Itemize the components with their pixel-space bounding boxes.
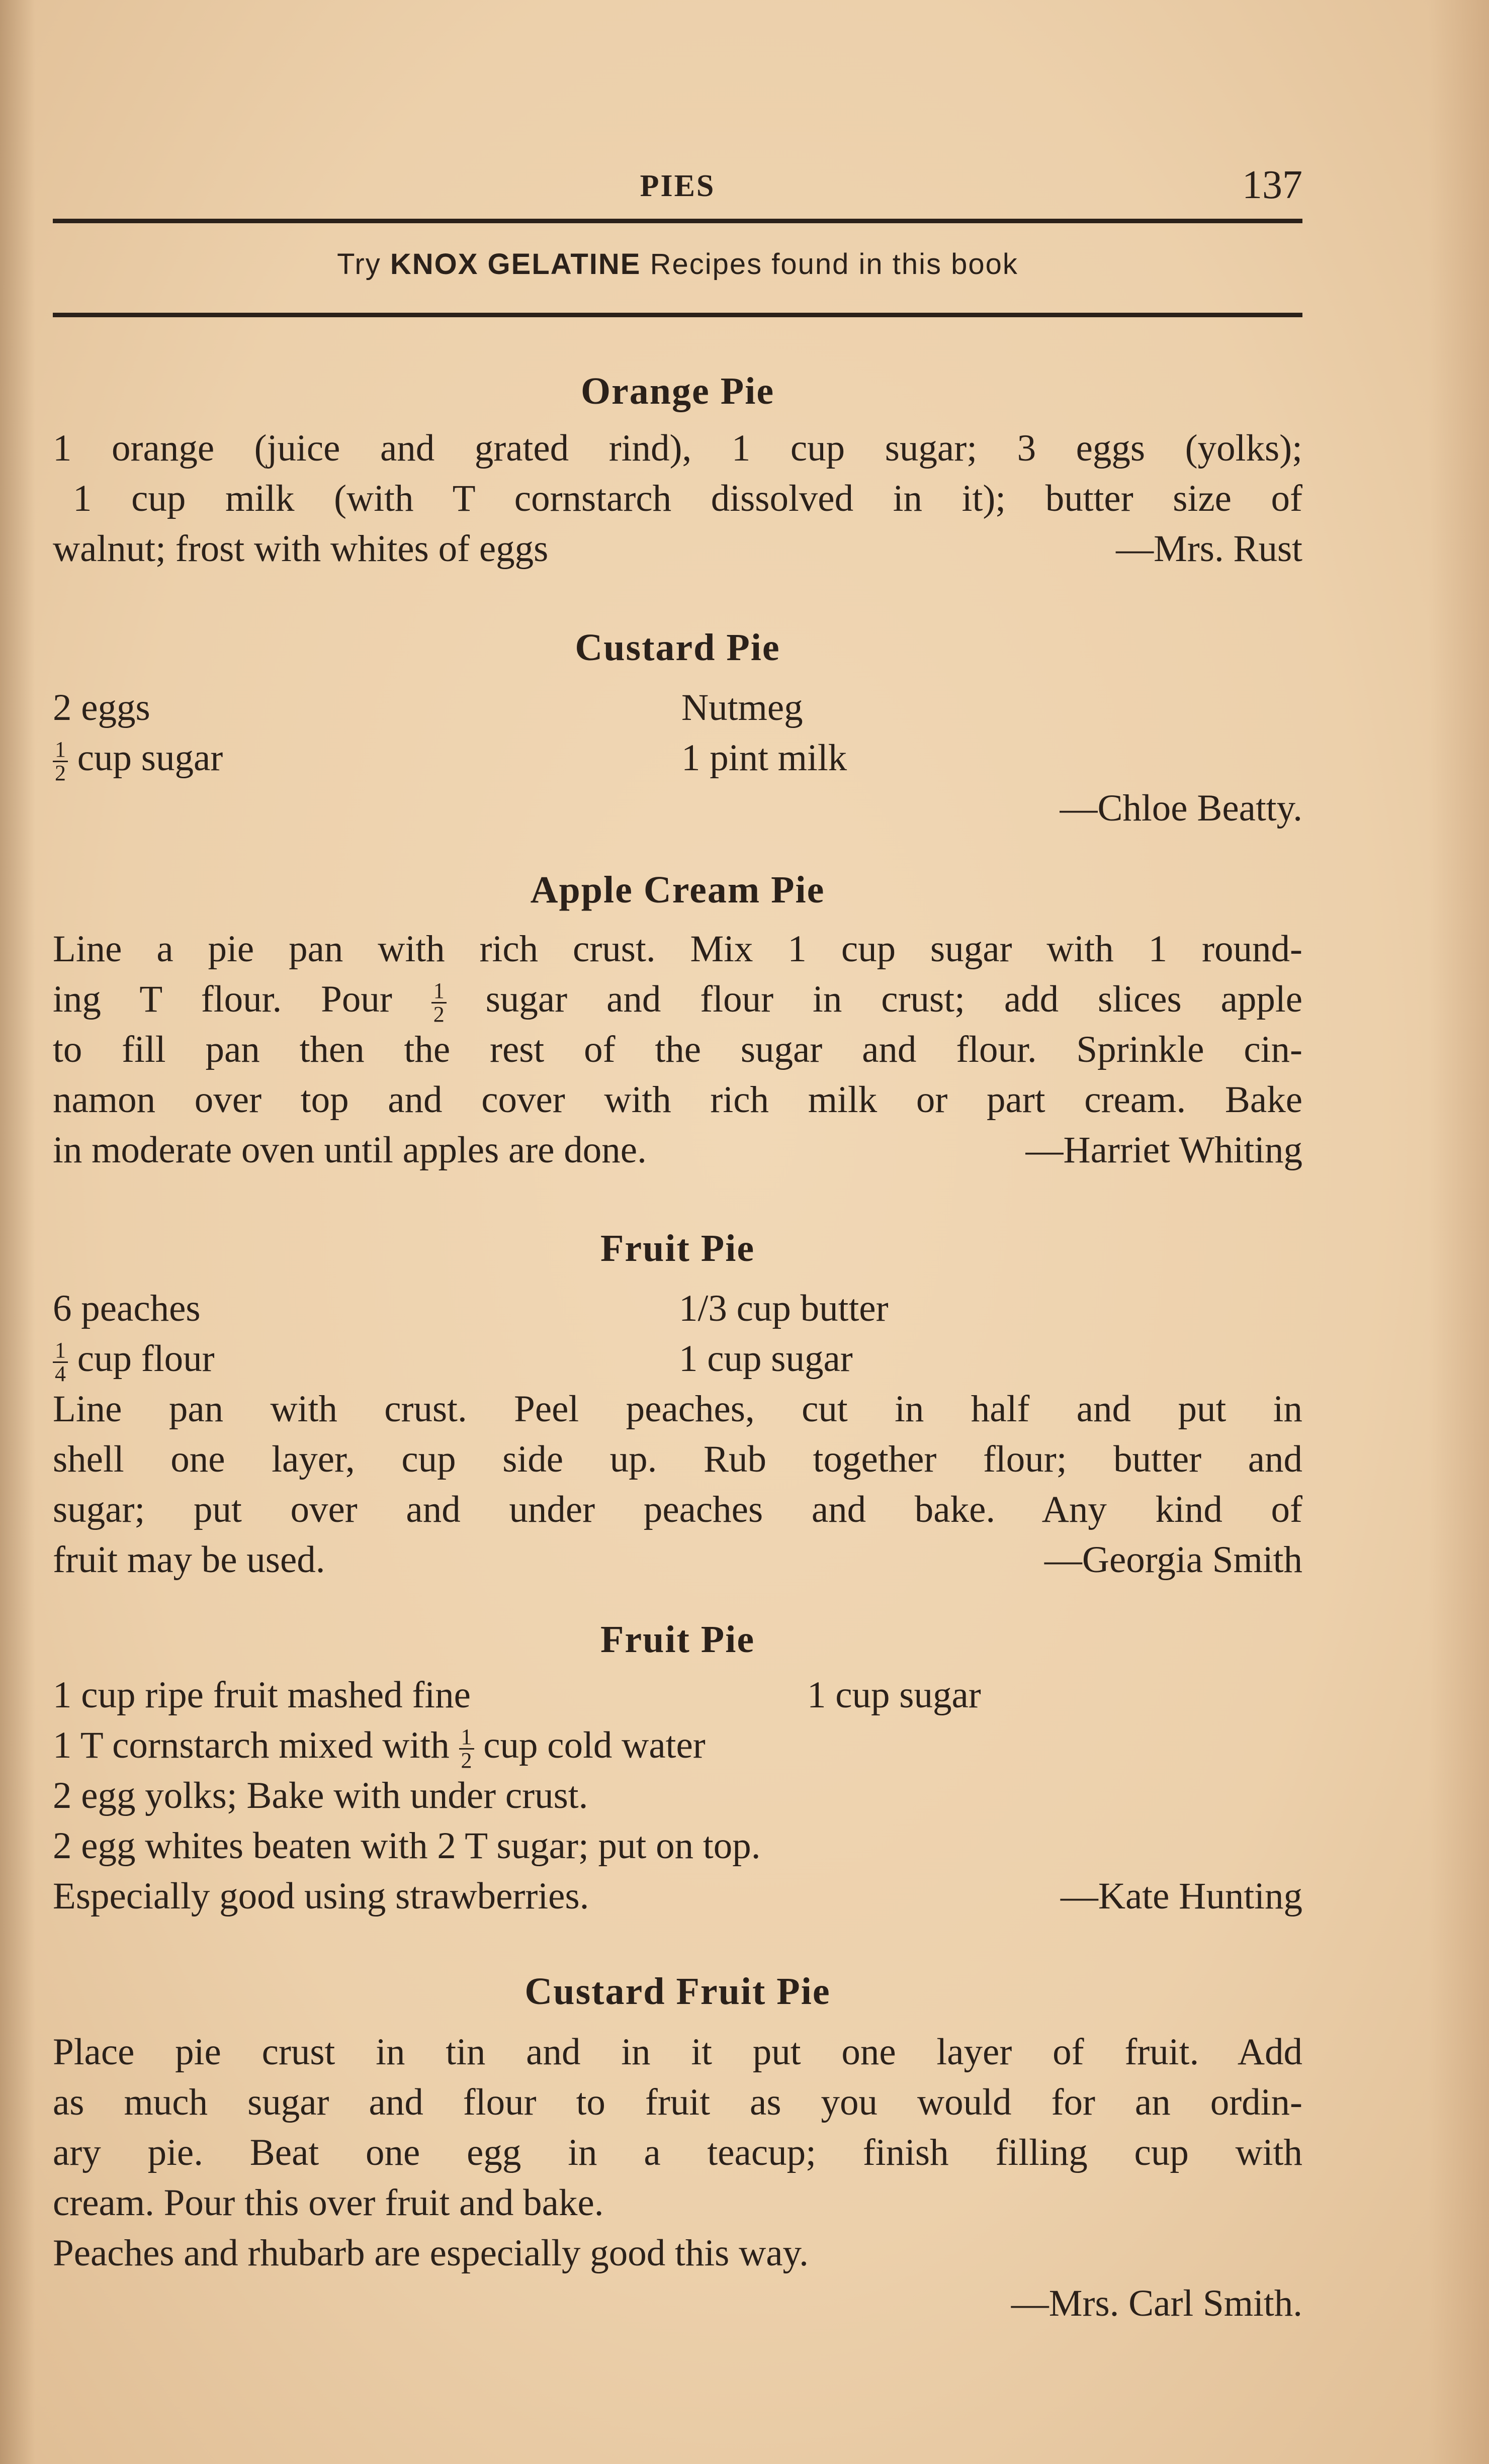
recipe-line: 1 cup milk (with T cornstarch dissolved in it); butter size of: [73, 478, 1302, 519]
recipe-text: sugar and flour in crust; add slices apple: [485, 978, 1303, 1020]
recipe-author: —Kate Hunting: [1060, 1875, 1302, 1917]
fraction-half: $\frac{1}{2}$: [431, 980, 447, 1026]
spine-shadow: [0, 0, 35, 2464]
author-row: [53, 783, 1302, 834]
section-title: PIES: [640, 169, 716, 203]
fraction-half: $\frac{1}{2}$: [53, 739, 68, 784]
recipe-title: Fruit Pie: [600, 1618, 755, 1661]
recipe-text: walnut; frost with whites of eggs: [53, 528, 549, 570]
ingredient-row: [53, 1334, 1302, 1387]
recipe-line: as much sugar and flour to fruit as you would for an ordin-: [53, 2081, 1302, 2123]
recipe-author: —Georgia Smith: [1044, 1539, 1302, 1581]
recipe-line: 1 orange (juice and grated rind), 1 cup sugar; 3 eggs (yolks);: [53, 427, 1302, 469]
recipe-line: 2 egg whites beaten with 2 T sugar; put on top.: [53, 1825, 761, 1867]
author-row: [53, 2278, 1302, 2329]
recipe-line: [53, 1871, 1302, 1922]
recipe-text: ing T flour. Pour: [53, 978, 392, 1020]
recipe-line: namon over top and cover with rich milk or part cream. Bake: [53, 1079, 1302, 1121]
recipe-text: 1 cup ripe fruit mashed fine: [53, 1674, 471, 1716]
recipe-text: 1 T cornstarch mixed with: [53, 1724, 450, 1766]
running-head: [53, 158, 1302, 214]
recipe-text: 1 cup sugar: [807, 1674, 981, 1716]
recipe-line: [53, 524, 1302, 574]
recipe-line: 2 egg yolks; Bake with under crust.: [53, 1775, 588, 1816]
ingredient-row: [53, 683, 1302, 733]
recipe-line: shell one layer, cup side up. Rub together flour; butter and: [53, 1438, 1302, 1480]
recipe-line: Line pan with crust. Peel peaches, cut in half and put in: [53, 1388, 1302, 1430]
recipe-title: Custard Fruit Pie: [524, 1970, 831, 2013]
recipe-title: Custard Pie: [575, 626, 780, 669]
ingredient: 2 eggs: [53, 687, 150, 728]
ingredient: 6 peaches: [53, 1288, 201, 1329]
recipe-line: sugar; put over and under peaches and bake. Any kind of: [53, 1489, 1302, 1530]
fraction-half: $\frac{1}{2}$: [459, 1726, 474, 1772]
ingredient: 1 pint milk: [681, 737, 847, 779]
recipe-line: [53, 974, 1302, 1026]
page-edge-shadow: [1429, 0, 1489, 2464]
recipe-title: Orange Pie: [580, 370, 775, 412]
recipe-author: —Harriet Whiting: [1025, 1129, 1302, 1171]
recipe-line: [53, 1720, 1302, 1771]
ingredient: Nutmeg: [681, 687, 803, 728]
ingredient: 1/3 cup butter: [679, 1288, 889, 1329]
recipe-text: Especially good using strawberries.: [53, 1875, 589, 1917]
recipe-line: Line a pie pan with rich crust. Mix 1 cup sugar with 1 round-: [53, 928, 1302, 970]
advert-brand: KNOX GELATINE: [390, 248, 641, 281]
recipe-line: Place pie crust in tin and in it put one layer of fruit. Add: [53, 2031, 1302, 2073]
recipe-author: —Mrs. Carl Smith.: [1011, 2283, 1302, 2324]
recipe-line: [53, 1670, 1302, 1720]
recipe-line: Peaches and rhubarb are especially good this way.: [53, 2232, 809, 2274]
recipe-text: fruit may be used.: [53, 1539, 325, 1581]
header-rule-top: [53, 219, 1302, 223]
ingredient: 1 cup sugar: [679, 1338, 853, 1380]
recipe-line: ary pie. Beat one egg in a teacup; finish filling cup with: [53, 2132, 1302, 2173]
page-number: 137: [1242, 163, 1302, 207]
ingredient-row: [53, 733, 1302, 786]
advert-prefix: Try: [337, 248, 381, 281]
fraction-quarter: $\frac{1}{4}$: [53, 1339, 68, 1385]
ingredient: cup sugar: [77, 737, 223, 779]
recipe-line: cream. Pour this over fruit and bake.: [53, 2182, 604, 2224]
advert-note: [53, 247, 1302, 281]
ingredient-row: [53, 1284, 1302, 1334]
header-rule-bottom: [53, 313, 1302, 317]
recipe-line: [53, 1535, 1302, 1585]
ingredient: cup flour: [77, 1338, 215, 1380]
advert-suffix: Recipes found in this book: [650, 248, 1018, 281]
recipe-line: to fill pan then the rest of the sugar and flour. Sprinkle cin-: [53, 1029, 1302, 1070]
recipe-title: Apple Cream Pie: [530, 869, 825, 911]
recipe-author: —Mrs. Rust: [1116, 528, 1302, 570]
recipe-text: in moderate oven until apples are done.: [53, 1129, 647, 1171]
recipe-text: cup cold water: [483, 1724, 706, 1766]
recipe-title: Fruit Pie: [600, 1227, 755, 1269]
recipe-line: [53, 1125, 1302, 1175]
recipe-author: —Chloe Beatty.: [1060, 787, 1302, 829]
